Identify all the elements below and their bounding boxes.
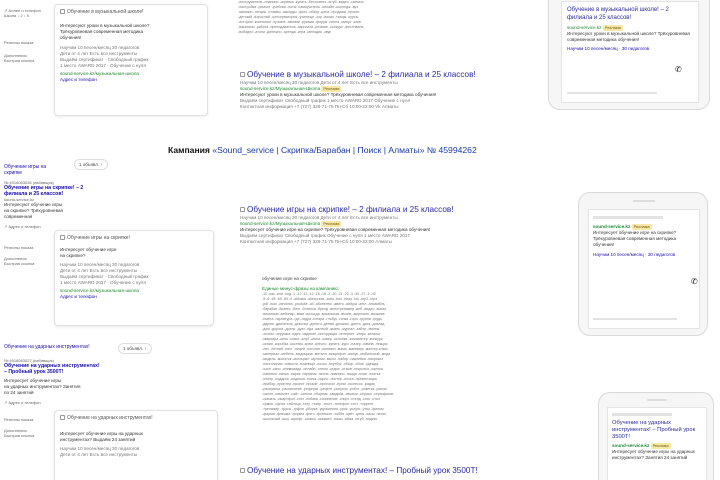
left-tiny-line: Быстрая ссылка bbox=[4, 433, 35, 438]
search-ad-url[interactable]: sound-service.kz/Музыкальная-Школа Реклама bbox=[240, 86, 340, 91]
ads-count-chip[interactable]: 1 объявл. ↑ bbox=[118, 343, 152, 354]
ad-icon bbox=[60, 9, 65, 14]
phone-ad-desc: Интересует обучение игры на ударных инструментах? Занятия 24 занятий bbox=[612, 449, 695, 460]
search-ad-2 bbox=[240, 205, 540, 245]
left-tiny-line: Быстрая ссылка bbox=[4, 261, 35, 266]
left-ad-line: современная bbox=[4, 214, 33, 219]
card-line: Интересует обучение игры на ударных bbox=[60, 431, 143, 436]
mobile-preview-2 bbox=[578, 192, 708, 336]
keyword-line: -памятка -папка -парик -парфюм -песня -пианино -пицца -план -платье bbox=[262, 372, 381, 376]
card-line: Трёхуровневая современная методика bbox=[60, 29, 144, 34]
left-tiny-line: Быстрая ссылка bbox=[4, 58, 35, 63]
campaign-title: Кампания «Sound_service | Скрипка/Барабан | Поиск | Алматы» № 45994262 bbox=[168, 145, 477, 155]
phone-ad-desc: Интересует обучение игре на скрипке? Трёхуровневая современная методика обучения! bbox=[593, 230, 677, 247]
search-ad-desc: Интересуют уроки в музыкальной школе? Трёхуровневая современная методика обучения! bbox=[240, 92, 437, 97]
ad-icon bbox=[60, 235, 65, 240]
card-line: Научим 10 песен/месяц 30 педагогов bbox=[60, 262, 140, 267]
phone-gray-bar bbox=[593, 318, 677, 320]
keyword-line: -настольная -новости -ножницы -носки -ноутбук -обзор -обои -одежда bbox=[262, 362, 379, 366]
keyword-line: -материал -мебель -медицина -металл -микрофон -минус -мобильный -мода bbox=[262, 352, 391, 356]
left-ad-id: № 4916083026 (набивщик) bbox=[4, 180, 54, 185]
phone-call-icon[interactable]: ✆ bbox=[675, 65, 682, 74]
search-ad-line: Научим 10 песен/месяц 30 педагогов Дети от 4 лет Есть все инструменты bbox=[240, 215, 398, 220]
mobile-preview-3 bbox=[598, 392, 714, 480]
phone-ad-title[interactable]: Обучение в музыкальной школе! – 2 филиала и 25 классов! bbox=[567, 7, 669, 21]
ad-badge: Реклама bbox=[652, 443, 669, 448]
card-line: Дети от 4 лет Есть все инструменты bbox=[60, 268, 138, 273]
search-ad-line: Выдаём сертификат Свободный график 1 место AWARD 2017 Обучение с нуля bbox=[240, 98, 410, 103]
phone-screen bbox=[607, 407, 707, 480]
left-ad-link[interactable]: ↗ Адрес и телефон bbox=[4, 400, 41, 405]
search-ad-url[interactable]: sound-service.kz/Музыкальная-Школа Реклама bbox=[240, 221, 340, 226]
left-ad-line: Интересует обучение игры bbox=[4, 378, 62, 383]
keyword-line: -барабан -бизнес -блог -ботинки -бренд -велотренажер -веб -видео -вокал bbox=[262, 307, 387, 311]
keyword-line: -вакансия -вебинар -вики -вологда -вокальная -вызов -вырезать -вязание bbox=[262, 312, 385, 316]
keyword-line: -скачать -смартфон -снег -собака -сочинение -спорт -стенд -стих -стол bbox=[262, 397, 380, 401]
keyword-line: -дом -дорога -дрель -дуэт -еда -желтый -жизнь -журнал -зайти -звонок bbox=[262, 327, 380, 331]
keyword-line: -настройка -ремонт -учебник -ноты -самоучитель -онлайн -колледж -вуз bbox=[238, 5, 358, 9]
card-line: Дети от 4 лет Есть все инструменты bbox=[60, 51, 138, 56]
phone-ad-url[interactable]: sound-service.kz Реклама bbox=[567, 25, 621, 30]
left-ad-line: по 24 занятий bbox=[4, 390, 34, 395]
card-line: Интересует обучение игре bbox=[60, 247, 117, 252]
keyword-line: -детский -взрослый -консерватория -училище -хор -вокал -танцы -курсы bbox=[238, 15, 359, 19]
mobile-preview-1 bbox=[548, 0, 710, 110]
keyword-line: -раскраска -расписание -реферат -рецепт -рисунок -робот -розетка -рынок bbox=[262, 387, 387, 391]
left-tiny-line: Дополнения bbox=[4, 428, 27, 433]
phone-ad-desc: Интересуют уроки в музыкальной школе? Трёхуровневая современная методика обучения! bbox=[567, 31, 690, 42]
ad-badge: Реклама bbox=[323, 221, 340, 226]
ad-icon bbox=[60, 415, 65, 420]
campaign-name-link[interactable]: «Sound_service | Скрипка/Барабан | Поиск | Алматы» № 45994262 bbox=[212, 145, 477, 155]
keyword-line: -магазин -гитары -отзывы -аккорды -фото -обзор -цена -продажа -прокат bbox=[238, 10, 360, 14]
card-line: 1 место AWARD 2017 · Обучение с нуля bbox=[60, 280, 146, 285]
left-ad-title[interactable]: Обучение на ударных инструментах! – Пробный урок 3500Т! bbox=[4, 363, 100, 375]
left-ad-title[interactable]: Обучение игры на скрипке! – 2 филиала и 25 классов! bbox=[4, 185, 84, 197]
search-ad-desc: Интересует обучение игре на скрипке? Трёхуровневая современная методика обучения! bbox=[240, 227, 431, 232]
left-tiny-line: Дополнения bbox=[4, 53, 27, 58]
keyword-line: -вакансии -работа -преподаватель -зарплата -резюме -конкурс -фестиваль bbox=[238, 25, 364, 29]
keyword-line: -лес -летний -лист -лицей -логотип -магазин -мама -маникюр -мастер-класс bbox=[262, 347, 389, 351]
keyword-line: -тренажер -трусы -туфли -уборка -украшения -урок -услуги -утюг -фильм bbox=[262, 407, 384, 411]
keyword-line: -5 -6 -65 -69 -80 -9 -alibaba -aliexpress -avito -bmi -ebay -ios -mp3 -mp4 bbox=[262, 297, 378, 301]
left-ad-title-top[interactable]: Обучение игры на скрипке bbox=[4, 164, 47, 176]
phone-speaker bbox=[647, 399, 667, 401]
phone-screen bbox=[561, 1, 699, 103]
card-line: Интересуют уроки в музыкальной школе? bbox=[60, 23, 150, 28]
search-ad-title[interactable]: Обучение игры на скрипке! – 2 филиала и 25 классов! bbox=[240, 205, 540, 215]
keyword-line: -фирма -флешка -форма -фото -фотошоп -хобби -цвет -цена -часы -чехол bbox=[262, 412, 387, 416]
left-tiny-line: Дополнения bbox=[4, 256, 27, 261]
left-ad-title-top[interactable]: Обучение на ударных инструментах! bbox=[4, 344, 90, 350]
card-head: Обучение в музыкальной школе! bbox=[60, 9, 202, 15]
card-line: инструментах? Выдаём 24 занятий bbox=[60, 437, 136, 442]
keyword-line: -pdf -wav -windows -youtube -all -абоненты -авито -азбука -англ -ансамбль bbox=[262, 302, 385, 306]
left-tiny-line: Регионы показа bbox=[4, 417, 34, 422]
ad-badge: Реклама bbox=[633, 224, 650, 229]
phone-call-icon[interactable]: ✆ bbox=[691, 277, 698, 286]
ad-icon bbox=[240, 72, 245, 77]
ads-count-chip[interactable]: 1 объявл. ↑ bbox=[74, 159, 108, 170]
keyword-header: обучение игре на скрипке bbox=[262, 276, 317, 281]
ad-preview-card-3 bbox=[54, 410, 218, 480]
keyword-line: -озон -окно -олимпиада -онлайн -оптом -отдых -отзыв -открытка -оценка bbox=[262, 367, 383, 371]
card-head: Обучение на ударных инструментах! bbox=[60, 415, 212, 421]
left-ad-line: на ударных инструментах? Занятия bbox=[4, 384, 81, 389]
phone-ad-title[interactable]: Обучение на ударных инструментах! – Пробный урок 3500Т! bbox=[612, 420, 696, 440]
left-tiny-line: Регионы показа bbox=[4, 245, 34, 250]
keyword-line: -школьный -шоу -шрифт -штаны -экзамен -эскиз -юбка -ютуб -яндекс bbox=[262, 417, 378, 421]
ad-badge: Реклама bbox=[604, 25, 621, 30]
search-ad-1 bbox=[240, 70, 530, 110]
card-line: Научим 10 песен/месяц 30 педагогов bbox=[60, 446, 140, 451]
card-line: Дети от 4 лет Есть все инструменты bbox=[60, 452, 138, 457]
search-ad-title[interactable]: Обучение в музыкальной школе! – 2 филиала и 25 классов! bbox=[240, 70, 530, 80]
left-tiny-line: Школа ↓ 2 ↓ 0 bbox=[4, 13, 30, 18]
card-address-link[interactable]: Адрес и телефон bbox=[60, 77, 97, 82]
search-ad-contact: Контактная информация +7 (727) 328-71-75 Пн-Сб 10:00-22:00 Vk Алматы bbox=[240, 104, 399, 109]
card-line: Научим 10 песен/месяц 30 педагогов bbox=[60, 45, 140, 50]
card-url[interactable]: sound-service.kz/музыкальная-школа bbox=[60, 288, 139, 293]
ad-icon bbox=[240, 207, 245, 212]
card-line: обучения! bbox=[60, 35, 82, 40]
phone-screen bbox=[588, 209, 700, 329]
keyword-block-2 bbox=[262, 276, 462, 422]
keyword-line: -золото -игрушка -идея -изделие -инструкция -интернет -инфо -каталог bbox=[262, 332, 381, 336]
keyword-line: -салон -самолет -сайт -сапоги -сборник -свадьба -своими -сериал -сертификат bbox=[262, 392, 394, 396]
search-ad-3 bbox=[240, 466, 540, 476]
keyword-line: -вобидео -атопи -денежно -аренда -игра -мелодия -звук bbox=[238, 30, 331, 34]
keyword-line: -10 -как -или -под -1 -12 -11 -12 -16 -18 -2 -20 -21 -22 -3 -30 -37 -4 -42 bbox=[262, 292, 376, 296]
left-ad-link[interactable]: ↗ Адрес и телефон bbox=[4, 224, 41, 229]
ad-icon bbox=[240, 468, 245, 473]
card-line: 1 место AWARD 2017 · Обучение с нуля bbox=[60, 63, 146, 68]
keyword-line: -квартира -кино -класс -клуб -книга -ковер -колонка -компьютер -конкурс bbox=[262, 337, 383, 341]
phone-gray-bar bbox=[612, 413, 672, 416]
phone-ad-url[interactable]: sound-service.kz Реклама bbox=[593, 224, 650, 229]
left-tiny-line: Регионы показа bbox=[4, 40, 34, 45]
card-head: Обучение игры на скрипке! bbox=[60, 235, 208, 241]
left-ad-url[interactable]: sound-service.kz bbox=[4, 197, 35, 202]
keyword-green-header: Единые минус-фразы на кампанию: bbox=[262, 286, 339, 291]
keyword-line: -даром -двигатель -девочки -деньги -детям -дешево -диета -диск -доклад bbox=[262, 322, 385, 326]
ad-preview-card-1 bbox=[54, 4, 208, 116]
keyword-line: -инструментов -пианино -скрипка -купить -бесплатно -ютуб -видео -скачать bbox=[238, 0, 364, 4]
keyword-line: -копия -коробка -костюм -крем -кресло -купить -курс -лазер -лампа -лекция bbox=[262, 342, 388, 346]
phone-gray-bar bbox=[593, 216, 663, 219]
phone-speaker bbox=[633, 200, 655, 202]
search-ad-title[interactable]: Обучение на ударных инструментах! – Пробный урок 3500Т! bbox=[240, 466, 540, 476]
keyword-line: -модель -молоток -мотоцикл -мультик -мыло -набор -наклейки -напрокат bbox=[262, 357, 384, 361]
card-line: на скрипке? bbox=[60, 253, 86, 258]
phone-gray-bar bbox=[567, 92, 657, 94]
left-link-address[interactable]: ↗ Аллее и телефон bbox=[4, 8, 41, 13]
card-url[interactable]: sound-service.kz/музыкальная-школа bbox=[60, 71, 139, 76]
phone-ad-links[interactable]: Научим 10 песен/месяц · 30 педагогов bbox=[593, 252, 676, 257]
search-ad-line: Научим 10 песен/месяц 30 педагогов Дети от 4 лет Есть все инструменты bbox=[240, 80, 398, 85]
keyword-line: -прибор -принтер -проект -прокат -протокол -пульт -пылесос -радио bbox=[262, 382, 375, 386]
search-ad-line: Выдаём сертификат Свободный график Обучение с нуля 1 место AWARD 2017 bbox=[240, 233, 410, 238]
card-address-link[interactable]: Адрес и телефон bbox=[60, 294, 97, 299]
left-ad-line: Интересуют обучение игры bbox=[4, 202, 63, 207]
keyword-line: -сумка -сцена -таблица -тату -театр -текст -телефон -тест -торрент bbox=[262, 402, 374, 406]
search-ad-contact: Контактная информация +7 (727) 328-71-75 Пн-Сб 10:00-22:00 Алматы bbox=[240, 239, 392, 244]
keyword-line: -газета -гарнитура -гдз -гидра -гитара -глобус -гонки -горн -группа -грудь bbox=[262, 317, 382, 321]
card-line: Выдаём сертификат · Свободный график bbox=[60, 57, 149, 62]
ad-preview-card-2 bbox=[54, 230, 214, 326]
keyword-line: -плеер -подарок -поделка -поиск -порно -постер -почта -презентация bbox=[262, 377, 377, 381]
ad-badge: Реклама bbox=[323, 86, 340, 91]
left-ad-id: № 4916083027 (набивщик) bbox=[4, 358, 54, 363]
phone-ad-url[interactable]: sound-service.kz Реклама bbox=[612, 443, 669, 448]
left-ad-line: на скрипке? Трёхуровневая bbox=[4, 208, 64, 213]
left-column-1 bbox=[4, 0, 56, 63]
keyword-block-top bbox=[238, 0, 478, 35]
card-line: Выдаём сертификат · Свободный график bbox=[60, 274, 149, 279]
keyword-line: -история -компания -лучшие -своими -руками -форум -песни -минус -клип bbox=[238, 20, 362, 24]
phone-ad-links[interactable]: Научим 10 песен/месяц · 30 педагогов bbox=[567, 46, 650, 51]
